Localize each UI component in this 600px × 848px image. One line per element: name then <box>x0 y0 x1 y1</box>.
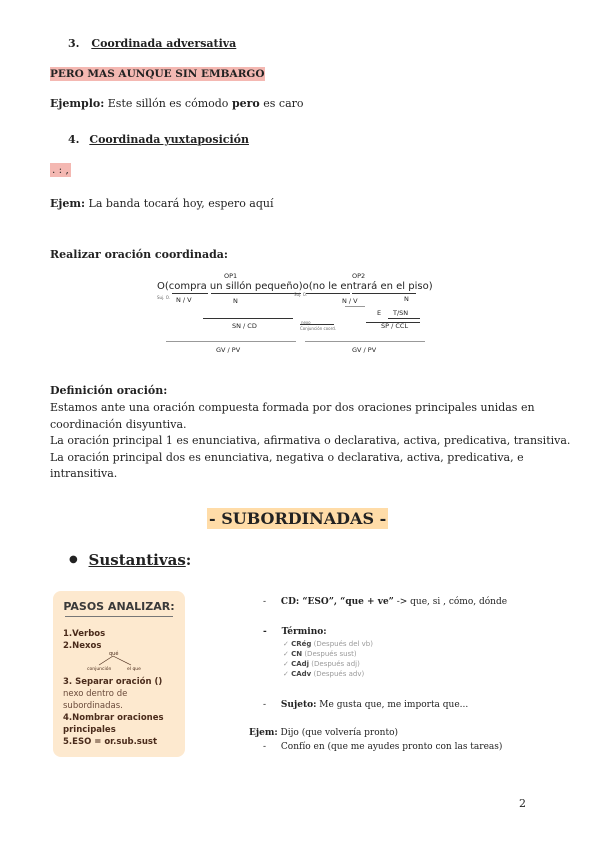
gvpv-label-1: GV / PV <box>216 346 241 354</box>
termino-item: ✓ CAdv (Después adv) <box>283 670 365 678</box>
nexus-label: nexo <box>301 320 311 325</box>
step-3-detail-2: subordinadas. <box>63 701 123 711</box>
page-number: 2 <box>519 797 526 810</box>
cd-rest: -> que, si , cómo, dónde <box>393 597 508 607</box>
line-e <box>345 306 365 307</box>
nv-label-2: N / V <box>342 297 358 305</box>
step-2: 2.Nexos <box>63 641 102 651</box>
line-gvpv-1 <box>166 341 296 342</box>
connectors-highlight-yuxtaposicion: . : , <box>52 164 69 176</box>
definition-line: La oración principal dos es enunciativa, negativa o declarativa, activa, predicativa, e <box>50 450 524 464</box>
nv-label-1: N / V <box>176 296 192 304</box>
sustantivas-heading <box>69 551 191 569</box>
section-3-title: Coordinada adversativa <box>91 37 237 50</box>
example-label: Ejemplo: <box>50 97 105 110</box>
termino-label: Término: <box>281 627 327 637</box>
underline-np-1 <box>211 293 301 294</box>
termino-item: ✓ CRég (Después del vb) <box>283 640 373 648</box>
example-text-post: es caro <box>259 97 304 110</box>
section-4-title: Coordinada yuxtaposición <box>89 133 249 146</box>
exercise-heading: Realizar oración coordinada: <box>50 248 228 261</box>
steps-card <box>53 591 185 757</box>
sujeto-rule <box>263 700 468 710</box>
section-4-number: 4. <box>68 133 80 146</box>
definition-line: intransitiva. <box>50 467 118 480</box>
section-3-number: 3. <box>68 37 80 50</box>
example-label: Ejem: <box>50 197 86 210</box>
step-3-detail-1: nexo dentro de <box>63 689 128 699</box>
subject-omitted-1: Suj. O. <box>157 295 170 300</box>
example-yuxtaposicion <box>50 197 274 210</box>
step-3: 3. Separar oración () <box>63 677 163 687</box>
underline-pp-2 <box>352 293 416 294</box>
example-text: La banda tocará hoy, espero aquí <box>85 197 274 210</box>
step-4: 4.Nombrar oraciones <box>63 713 164 723</box>
dash-marker: - <box>263 627 267 637</box>
subordinadas-title: - SUBORDINADAS - <box>209 509 387 528</box>
definition-line: La oración principal 1 es enunciativa, afirmativa o declarativa, activa, predicativa, transitiva. <box>50 434 571 447</box>
conjunction-label: Conjunción coord. <box>300 326 336 331</box>
cd-rule <box>263 597 507 607</box>
n-label-1: N <box>233 297 238 305</box>
steps-card-divider <box>65 616 173 617</box>
nexus-branch-icon <box>93 655 143 667</box>
op1-label: OP1 <box>224 272 238 280</box>
termino-item: ✓ CN (Después sust) <box>283 650 357 658</box>
op2-label: OP2 <box>352 272 366 280</box>
e-label: E <box>377 309 382 317</box>
bullet-icon: ● <box>69 554 78 565</box>
cd-label: CD: “ESO”, “que + ve” <box>280 597 394 607</box>
spccl-label: SP / CCL <box>381 322 409 330</box>
tsn-label: T/SN <box>393 309 409 317</box>
dash-marker: - <box>263 742 267 752</box>
connectors-highlight-adversativa: PERO MAS AUNQUE SIN EMBARGO <box>50 68 265 80</box>
termino-rule <box>263 627 327 637</box>
termino-item: ✓ CAdj (Después adj) <box>283 660 360 668</box>
step-4-detail: principales <box>63 725 116 735</box>
nexus-conjunction: conjunción <box>87 667 112 672</box>
underline-verb-2 <box>306 293 350 294</box>
example-text-pre: Este sillón es cómodo <box>104 97 232 110</box>
sujeto-rest: Me gusta que, me importa que... <box>316 700 469 710</box>
sustantivas-colon: : <box>185 551 192 569</box>
line-tsn <box>388 318 420 319</box>
ejem-sustantivas <box>249 728 398 738</box>
section-3-heading <box>68 37 236 50</box>
line-sncd <box>203 318 293 319</box>
example-text-bold: pero <box>231 97 260 110</box>
n-label-2: N <box>404 295 409 303</box>
dash-marker: - <box>263 597 267 607</box>
section-4-heading <box>68 133 249 146</box>
step-5: 5.ESO = or.sub.sust <box>63 737 158 747</box>
nexus-que: qué <box>109 651 119 657</box>
subject-omitted-2: Suj. O. <box>294 292 307 297</box>
line-gvpv-2 <box>305 341 425 342</box>
definition-body <box>50 400 570 483</box>
ejem-sustantivas-2 <box>263 742 502 752</box>
sustantivas-title: Sustantivas <box>88 551 186 569</box>
example-adversativa <box>50 97 304 110</box>
steps-card-title: PASOS ANALIZAR: <box>63 600 175 613</box>
ejem-label: Ejem: <box>249 728 278 738</box>
dash-marker: - <box>263 700 267 710</box>
ejem-text: Dijo (que volvería pronto) <box>277 728 398 738</box>
ejem2-text: Confío en (que me ayudes pronto con las tareas) <box>280 742 503 752</box>
line-nexus <box>300 324 334 325</box>
nexus-el-que: el que <box>127 667 141 672</box>
definition-heading: Definición oración: <box>50 384 168 397</box>
termino-list <box>283 639 373 679</box>
definition-line: Estamos ante una oración compuesta formada por dos oraciones principales unidas en <box>50 401 535 414</box>
sujeto-label: Sujeto: <box>280 700 317 710</box>
analyzed-sentence: O(compra un sillón pequeño)o(no le entrará en el piso) <box>157 281 433 292</box>
underline-verb-1 <box>172 293 208 294</box>
gvpv-label-2: GV / PV <box>352 346 377 354</box>
definition-line: coordinación disyuntiva. <box>50 417 187 431</box>
sncd-label: SN / CD <box>232 322 257 330</box>
step-1: 1.Verbos <box>63 629 106 639</box>
